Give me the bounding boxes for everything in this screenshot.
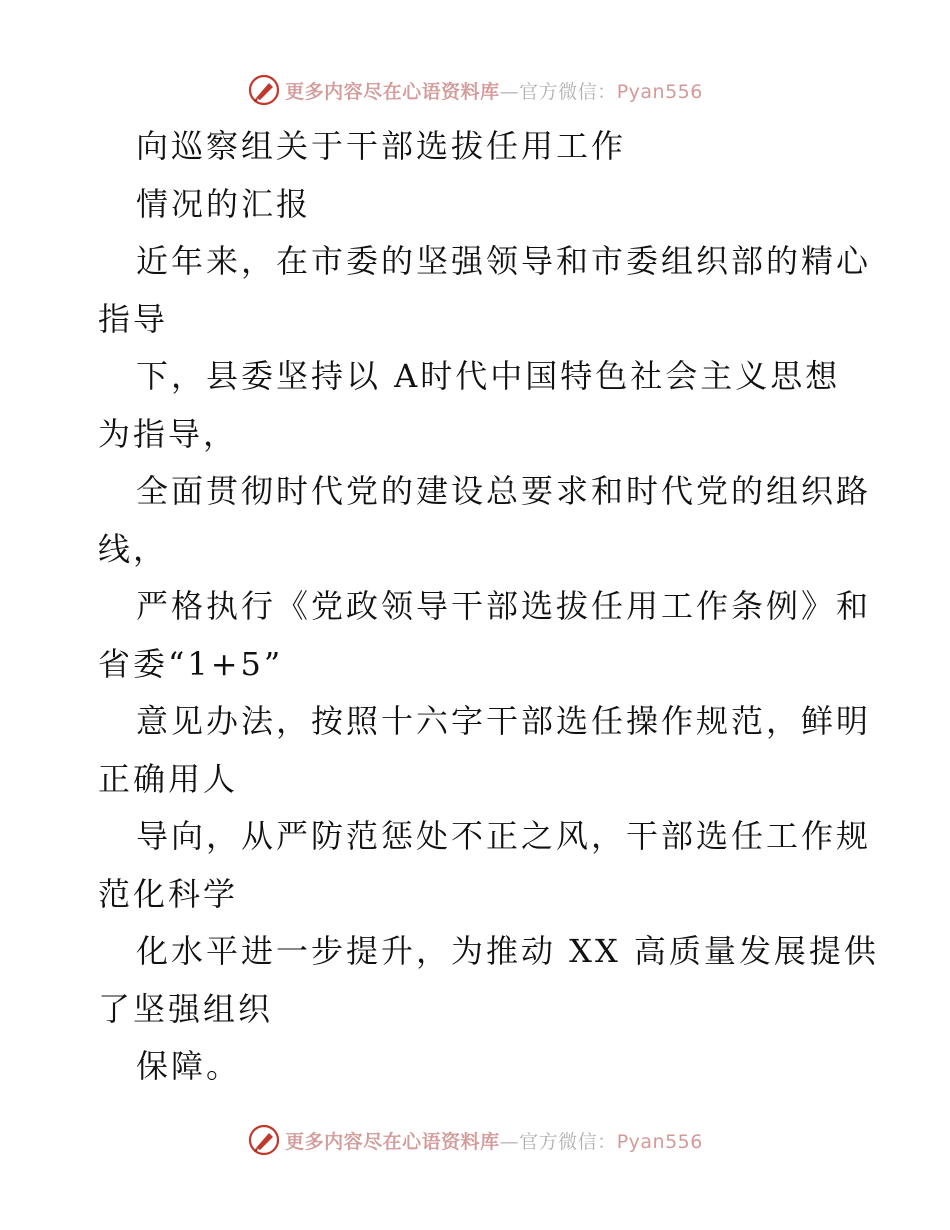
footer-watermark-text <box>285 1127 703 1154</box>
pen-logo-icon <box>247 73 281 107</box>
footer-watermark <box>0 1120 950 1160</box>
paragraph-line: 导向，从严防范惩处不正之风，干部选任工作规 <box>136 817 872 855</box>
paragraph-line: 情况的汇报 <box>136 184 312 223</box>
paragraph-line: 了坚强组织 <box>98 989 274 1028</box>
document-body <box>98 118 879 1096</box>
watermark-wechat-label: 官方微信： <box>519 1130 617 1153</box>
paragraph-line: 为指导， <box>98 414 239 453</box>
header-watermark <box>0 70 950 110</box>
watermark-brand: 更多内容尽在心语资料库 <box>285 80 500 103</box>
header-watermark-text <box>285 77 703 104</box>
paragraph-line: 指导 <box>98 299 169 338</box>
paragraph-line: 向巡察组关于干部选拔任用工作 <box>136 127 627 165</box>
watermark-wechat-label: 官方微信： <box>519 80 617 103</box>
paragraph-line: 保障。 <box>136 1047 242 1085</box>
paragraph-line: 意见办法，按照十六字干部选任操作规范，鲜明 <box>136 702 872 740</box>
watermark-wechat-id: Pyan556 <box>616 80 703 103</box>
paragraph-line: 近年来，在市委的坚强领导和市委组织部的精心 <box>136 242 872 280</box>
paragraph-line: 化水平进一步提升，为推动 XX 高质量发展提供 <box>136 932 879 970</box>
paragraph-line: 严格执行《党政领导干部选拔任用工作条例》和 <box>136 587 872 625</box>
paragraph-line: 下，县委坚持以 A时代中国特色社会主义思想 <box>136 357 841 395</box>
paragraph-line: 正确用人 <box>98 759 239 798</box>
pen-logo-icon <box>247 1123 281 1157</box>
paragraph-line: 省委“1+5” <box>98 644 284 683</box>
paragraph-line: 全面贯彻时代党的建设总要求和时代党的组织路 <box>136 472 872 510</box>
watermark-dash: — <box>499 80 520 103</box>
watermark-brand: 更多内容尽在心语资料库 <box>285 1130 500 1153</box>
watermark-wechat-id: Pyan556 <box>616 1130 703 1153</box>
paragraph-line: 范化科学 <box>98 874 239 913</box>
watermark-dash: — <box>499 1130 520 1153</box>
paragraph-line: 线， <box>98 529 169 568</box>
